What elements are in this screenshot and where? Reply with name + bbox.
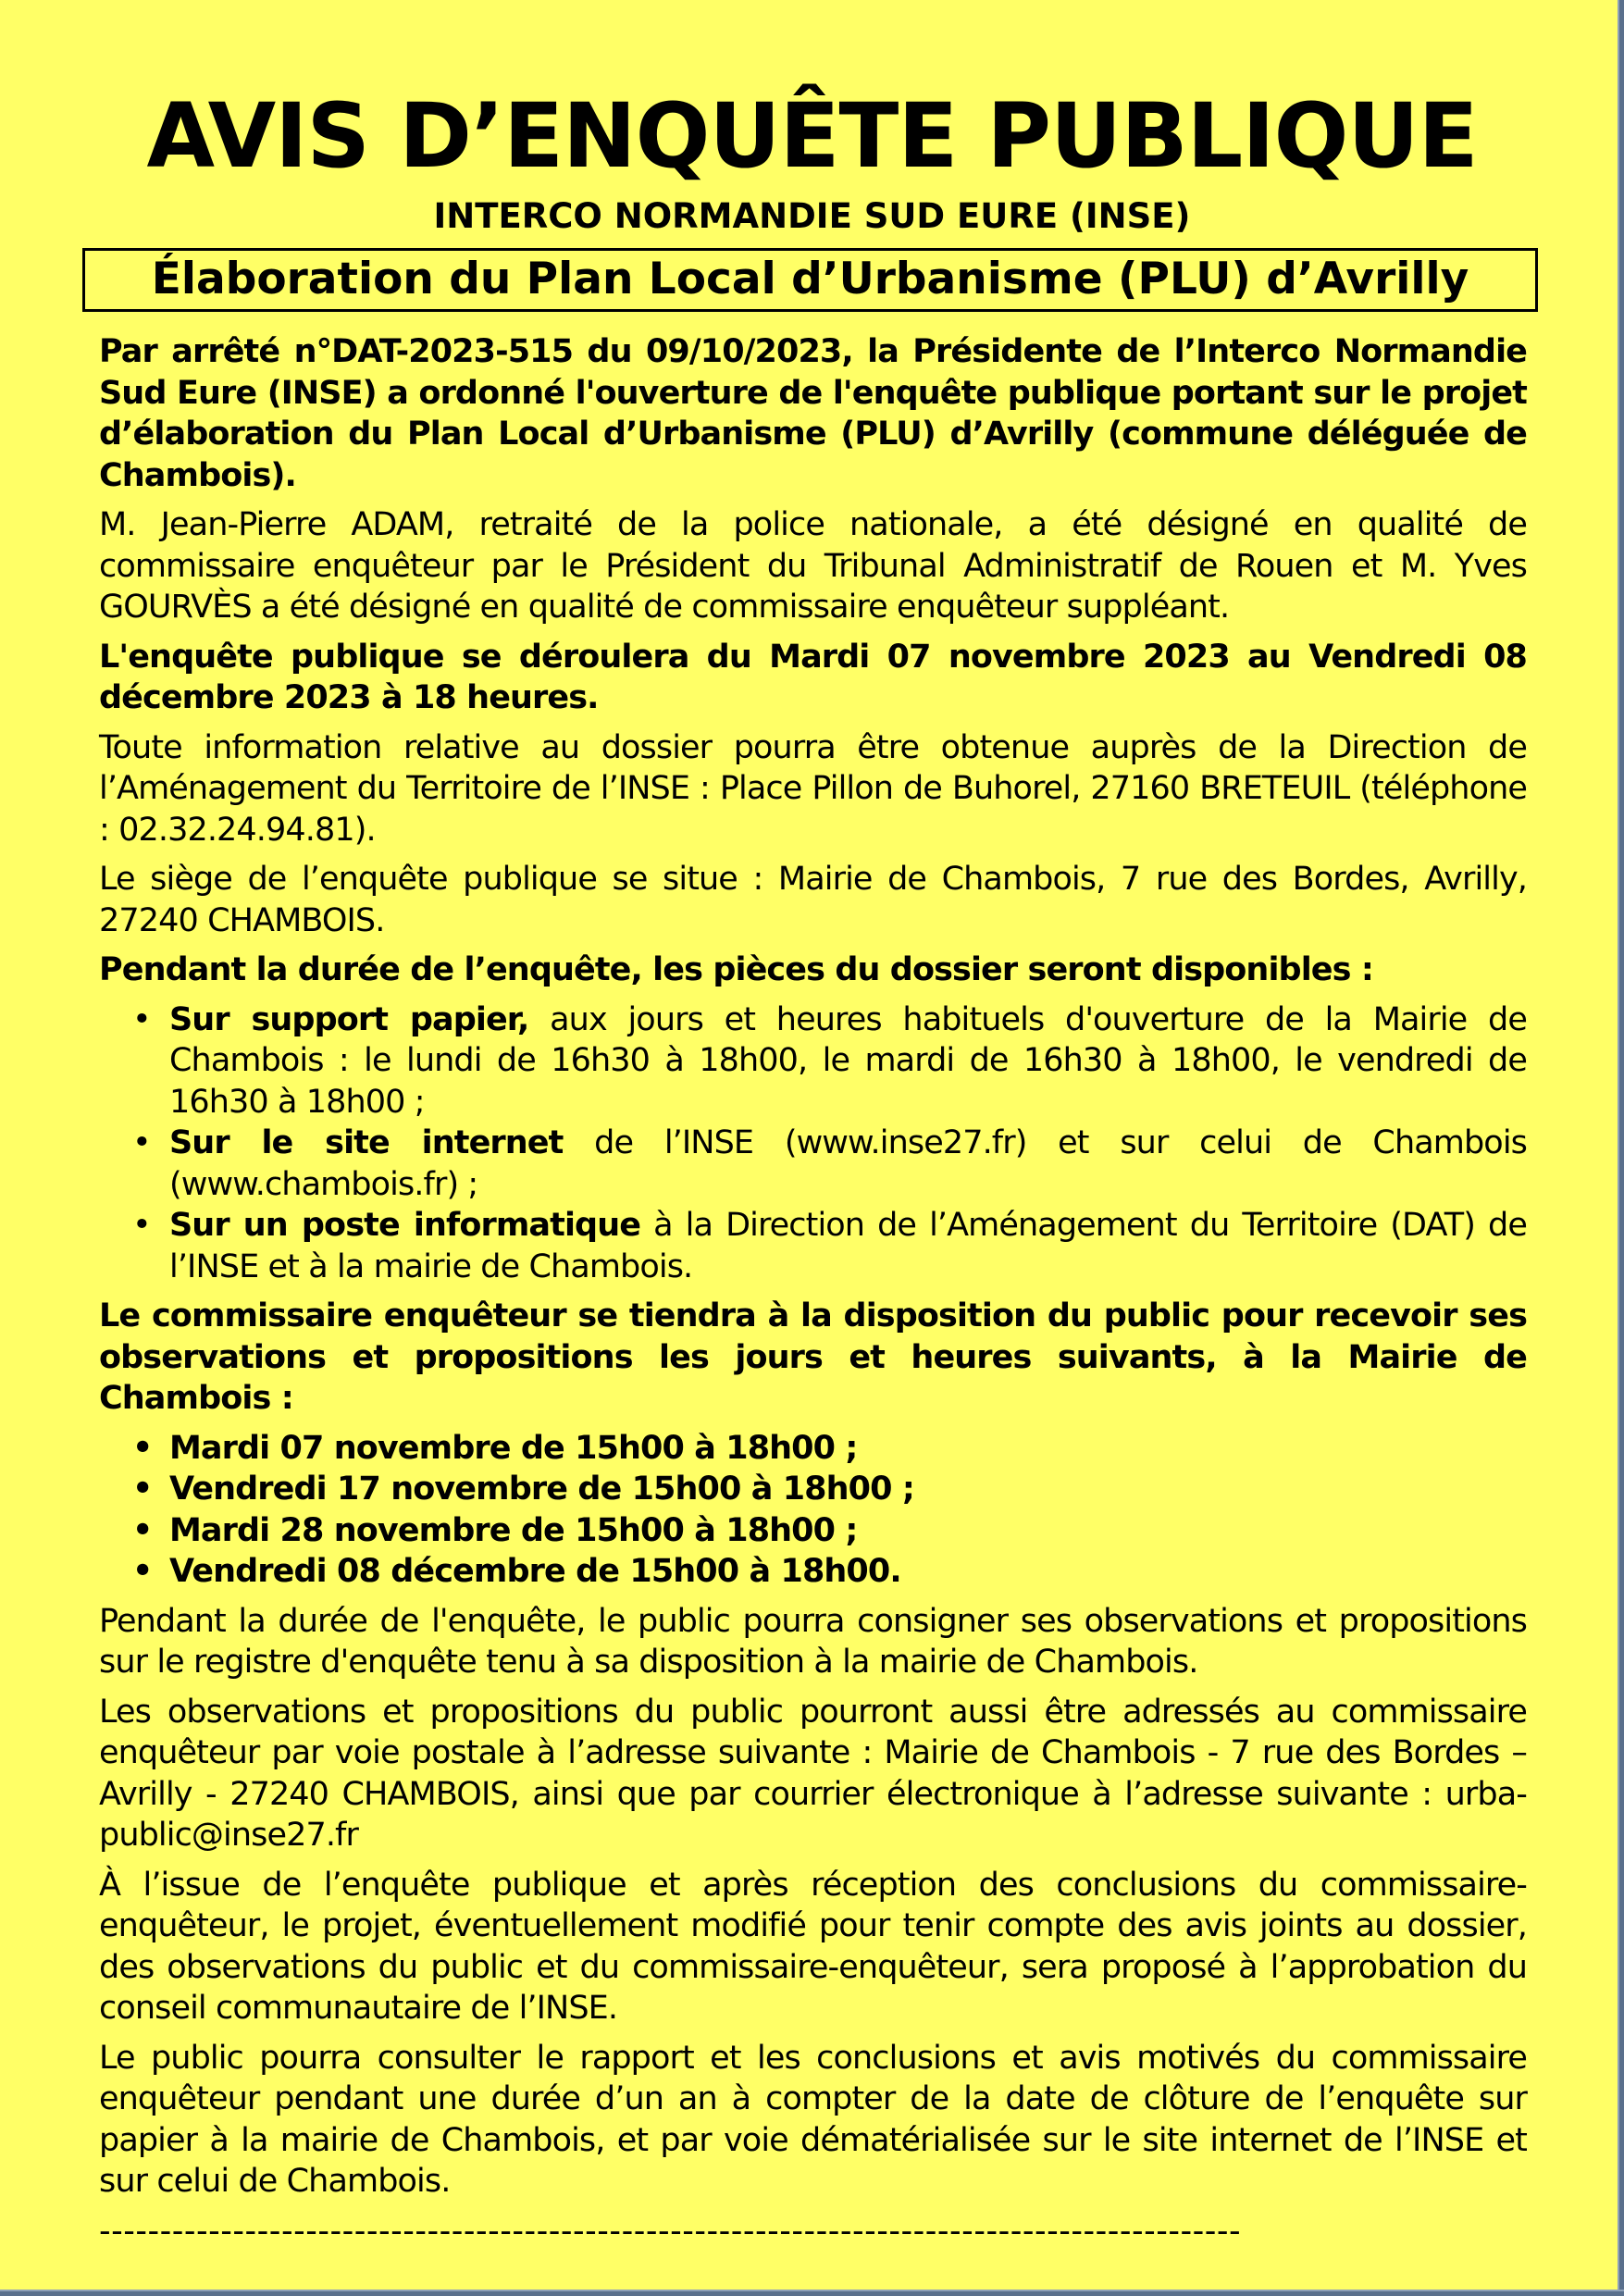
permanences-list — [99, 1428, 1527, 1593]
bullet-icon: • — [132, 1000, 151, 1038]
list-item-bold: Sur support papier, — [169, 1000, 529, 1038]
paragraph-rapport: Le public pourra consulter le rapport et les conclusions et avis motivés du commissaire enquêteur pendant une durée d’un an à compter de la date de clôture de l’enquête sur papier à la mairie de Chambois, et par voie dématérialisée sur le site internet de l’INSE et sur celui de Chambois. — [99, 2039, 1527, 2200]
list-item — [132, 1510, 1527, 1552]
permanence-date: Mardi 28 novembre de 15h00 à 18h00 ; — [169, 1511, 858, 1549]
list-item — [132, 1123, 1527, 1205]
permanence-date: Mardi 07 novembre de 15h00 à 18h00 ; — [169, 1429, 858, 1467]
list-item — [132, 1205, 1527, 1287]
paragraph-commissaire: M. Jean-Pierre ADAM, retraité de la police nationale, a été désigné en qualité de commissaire enquêteur par le Président du Tribunal Administratif de Rouen et M. Yves GOURVÈS a été désigné en qualité de commissaire enquêteur suppléant. — [99, 506, 1527, 626]
paragraph-dates: L'enquête publique se déroulera du Mardi 07 novembre 2023 au Vendredi 08 décembre 2023 à 18 heures. — [99, 638, 1527, 716]
list-item — [132, 1469, 1527, 1510]
bullet-icon: • — [132, 1553, 153, 1590]
paragraph-courrier: Les observations et propositions du public pourront aussi être adressés au commissaire enquêteur par voie postale à l’adresse suivante : Mairie de Chambois - 7 rue des Bordes – Avrilly - 27240 CHAMBOIS, ainsi que par courrier électronique à l’adresse suivante : urba-public@inse27.fr — [99, 1693, 1527, 1854]
permanence-date: Vendredi 17 novembre de 15h00 à 18h00 ; — [169, 1471, 914, 1508]
notice-subtitle: INTERCO NORMANDIE SUD EURE (INSE) — [433, 196, 1191, 236]
bullet-icon: • — [132, 1511, 153, 1549]
pieces-list — [99, 999, 1527, 1288]
notice-title: AVIS D’ENQUÊTE PUBLIQUE — [146, 84, 1478, 188]
bullet-icon: • — [132, 1207, 151, 1244]
separator-line: ---------------------------------------------------------------------------------------------- — [99, 2212, 1242, 2250]
page-edge-bottom — [0, 2290, 1624, 2296]
paragraph-information: Toute information relative au dossier pourra être obtenue auprès de la Direction de l’Aménagement du Territoire de l’INSE : Place Pillon de Buhorel, 27160 BRETEUIL (téléphone : 02.32.24.94.81). — [99, 728, 1527, 849]
paragraph-siege: Le siège de l’enquête publique se situe : Mairie de Chambois, 7 rue des Bordes, Avrilly, 27240 CHAMBOIS. — [99, 861, 1527, 939]
boxed-heading: Élaboration du Plan Local d’Urbanisme (PLU) d’Avrilly — [82, 248, 1538, 312]
paragraph-permanences-intro: Le commissaire enquêteur se tiendra à la disposition du public pour recevoir ses observations et propositions les jours et heures suivants, à la Mairie de Chambois : — [99, 1297, 1527, 1417]
list-item — [132, 1428, 1527, 1470]
page-edge-right — [1618, 0, 1624, 2296]
list-item — [132, 1551, 1527, 1593]
bullet-icon: • — [132, 1471, 153, 1508]
paragraph-pieces-intro: Pendant la durée de l’enquête, les pièces du dossier seront disponibles : — [99, 951, 1373, 988]
permanence-date: Vendredi 08 décembre de 15h00 à 18h00. — [169, 1553, 901, 1590]
paragraph-registre: Pendant la durée de l'enquête, le public pourra consigner ses observations et propositions sur le registre d'enquête tenu à sa disposition à la mairie de Chambois. — [99, 1602, 1527, 1681]
list-item-text: de l’INSE (www.inse27.fr) et sur celui de Chambois (www.chambois.fr) ; — [169, 1124, 1527, 1203]
paragraph-arrete: Par arrêté n°DAT-2023-515 du 09/10/2023, la Présidente de l’Interco Normandie Sud Eure (INSE) a ordonné l'ouverture de l'enquête publique portant sur le projet d’élaboration du Plan Local d’Urbanisme (PLU) d’Avrilly (commune déléguée de Chambois). — [99, 333, 1527, 494]
paragraph-issue: À l’issue de l’enquête publique et après réception des conclusions du commissaire-enquêteur, le projet, éventuellement modifié pour tenir compte des avis joints au dossier, des observations du public et du commissaire-enquêteur, sera proposé à l’approbation du conseil communautaire de l’INSE. — [99, 1866, 1527, 2027]
list-item — [132, 999, 1527, 1123]
list-item-bold: Sur un poste informatique — [169, 1207, 641, 1244]
list-item-text: aux jours et heures habituels d'ouverture de la Mairie de Chambois : le lundi de 16h30 à 18h00, le mardi de 16h30 à 18h00, le vendredi de 16h30 à 18h00 ; — [169, 1000, 1527, 1121]
bullet-icon: • — [132, 1429, 153, 1467]
list-item-bold: Sur le site internet — [169, 1124, 564, 1161]
notice-body — [99, 331, 1527, 2252]
list-item-text: à la Direction de l’Aménagement du Territoire (DAT) de l’INSE et à la mairie de Chambois. — [169, 1207, 1527, 1285]
bullet-icon: • — [132, 1124, 151, 1161]
